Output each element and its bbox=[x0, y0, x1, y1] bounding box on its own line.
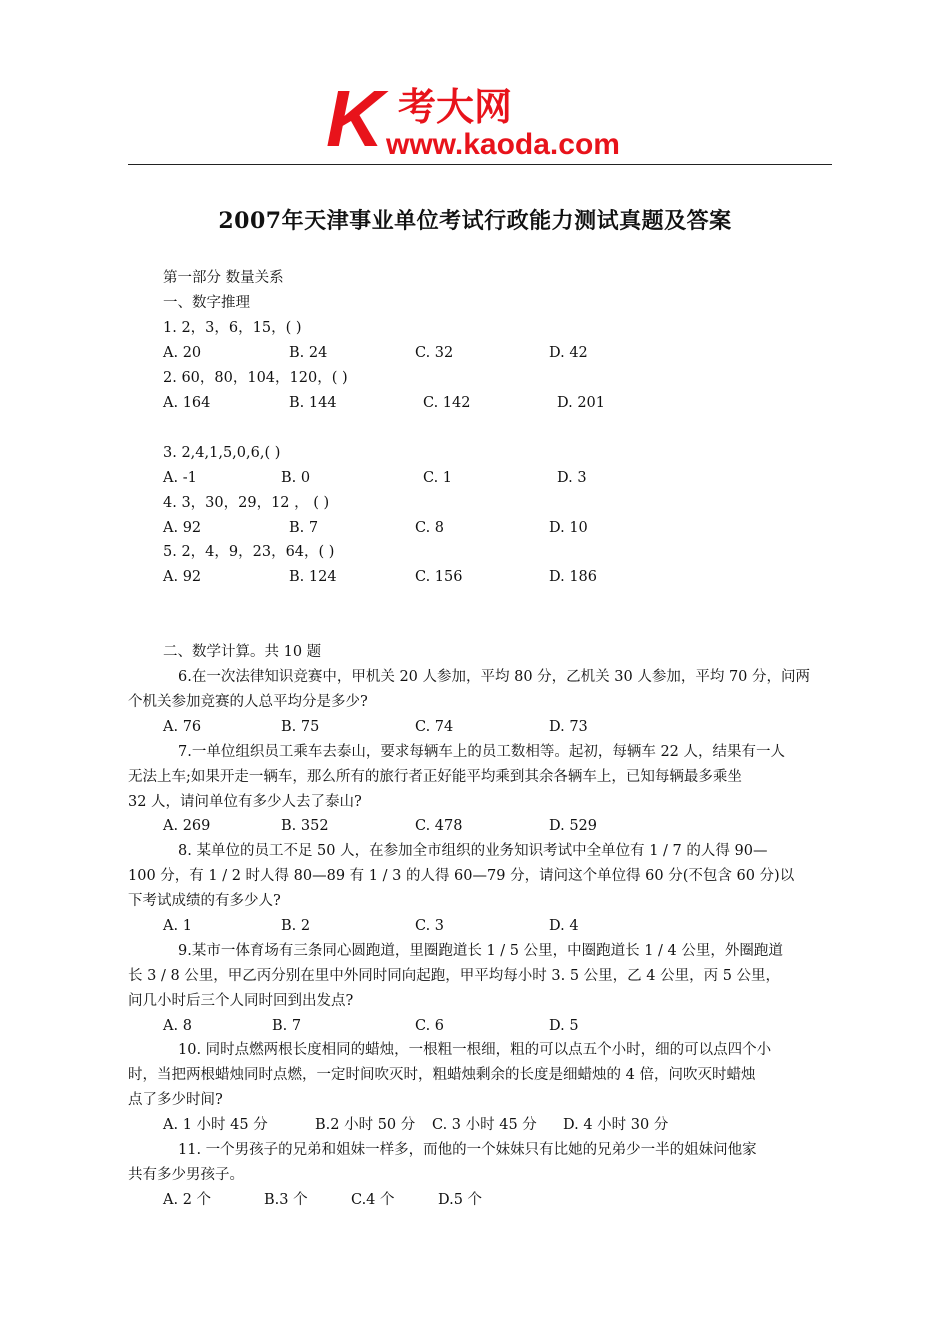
question-7-line-3: 32 人，请问单位有多少人去了泰山? bbox=[128, 794, 362, 810]
question-10-line-1: 10. 同时点燃两根长度相同的蜡烛，一根粗一根细，粗的可以点五个小时，细的可以点四个小 bbox=[178, 1042, 772, 1058]
question-9-line-2: 长 3 / 8 公里，甲乙丙分别在里中外同时同向起跑，甲平均每小时 3. 5 公里，乙 4 公里，丙 5 公里， bbox=[128, 968, 781, 984]
q2-option-c: C. 142 bbox=[423, 395, 471, 411]
q5-option-d: D. 186 bbox=[549, 569, 598, 585]
q3-option-d: D. 3 bbox=[557, 470, 587, 486]
section-heading-2: 二、数学计算。共 10 题 bbox=[163, 644, 322, 660]
q3-option-c: C. 1 bbox=[423, 470, 453, 486]
header-divider bbox=[128, 164, 832, 165]
question-8-line-1: 8. 某单位的员工不足 50 人，在参加全市组织的业务知识考试中全单位有 1 / 7 的人得 90— bbox=[178, 843, 768, 859]
q2-option-a: A. 164 bbox=[163, 395, 211, 411]
q8-option-c: C. 3 bbox=[415, 918, 445, 934]
q6-option-d: D. 73 bbox=[549, 719, 588, 735]
q1-option-d: D. 42 bbox=[549, 345, 588, 361]
q7-option-a: A. 269 bbox=[163, 818, 211, 834]
logo-url: www.kaoda.com bbox=[386, 128, 620, 160]
q11-option-b: B.3 个 bbox=[264, 1192, 308, 1208]
q2-option-d: D. 201 bbox=[557, 395, 606, 411]
q3-option-b: B. 0 bbox=[281, 470, 311, 486]
part-heading: 第一部分 数量关系 bbox=[163, 270, 284, 286]
kaoda-logo bbox=[326, 80, 646, 160]
q10-option-c: C. 3 小时 45 分 bbox=[432, 1117, 537, 1133]
q10-option-b: B.2 小时 50 分 bbox=[315, 1117, 416, 1133]
question-6-line-2: 个机关参加竞赛的人总平均分是多少? bbox=[128, 694, 368, 710]
q4-option-d: D. 10 bbox=[549, 520, 588, 536]
q6-option-b: B. 75 bbox=[281, 719, 320, 735]
q11-option-c: C.4 个 bbox=[351, 1192, 395, 1208]
q7-option-d: D. 529 bbox=[549, 818, 598, 834]
question-10-line-3: 点了多少时间? bbox=[128, 1092, 223, 1108]
q8-option-b: B. 2 bbox=[281, 918, 311, 934]
section-heading: 一、数字推理 bbox=[163, 295, 250, 311]
q9-option-c: C. 6 bbox=[415, 1018, 445, 1034]
q9-option-b: B. 7 bbox=[272, 1018, 302, 1034]
q10-option-d: D. 4 小时 30 分 bbox=[563, 1117, 669, 1133]
q5-option-b: B. 124 bbox=[289, 569, 337, 585]
question-3: 3. 2,4,1,5,0,6,( ) bbox=[163, 445, 281, 461]
q3-option-a: A. -1 bbox=[163, 470, 197, 486]
q11-option-d: D.5 个 bbox=[438, 1192, 483, 1208]
q7-option-b: B. 352 bbox=[281, 818, 329, 834]
question-6-line-1: 6.在一次法律知识竞赛中，甲机关 20 人参加，平均 80 分，乙机关 30 人参加，平均 70 分，问两 bbox=[178, 669, 811, 685]
q9-option-d: D. 5 bbox=[549, 1018, 579, 1034]
question-4: 4. 3，30，29，12 ， ( ) bbox=[163, 495, 330, 511]
q1-option-a: A. 20 bbox=[163, 345, 202, 361]
question-9-line-1: 9.某市一体育场有三条同心圆跑道，里圈跑道长 1 / 5 公里，中圈跑道长 1 / 4 公里，外圈跑道 bbox=[178, 943, 783, 959]
question-11-line-1: 11. 一个男孩子的兄弟和姐妹一样多，而他的一个妹妹只有比她的兄弟少一半的姐妹问他家 bbox=[178, 1142, 757, 1158]
question-11-line-2: 共有多少男孩子。 bbox=[128, 1167, 244, 1183]
question-10-line-2: 时，当把两根蜡烛同时点燃，一定时间吹灭时，粗蜡烛剩余的长度是细蜡烛的 4 倍，问吹灭时蜡烛 bbox=[128, 1067, 756, 1083]
q2-option-b: B. 144 bbox=[289, 395, 337, 411]
q6-option-a: A. 76 bbox=[163, 719, 202, 735]
q1-option-c: C. 32 bbox=[415, 345, 454, 361]
q4-option-c: C. 8 bbox=[415, 520, 445, 536]
q8-option-a: A. 1 bbox=[163, 918, 192, 934]
question-2: 2. 60，80，104，120，( ) bbox=[163, 370, 348, 386]
question-9-line-3: 问几小时后三个人同时回到出发点? bbox=[128, 993, 354, 1009]
question-8-line-3: 下考试成绩的有多少人? bbox=[128, 893, 281, 909]
page-title: 2007年天津事业单位考试行政能力测试真题及答案 bbox=[218, 208, 732, 234]
q7-option-c: C. 478 bbox=[415, 818, 463, 834]
question-7-line-2: 无法上车;如果开走一辆车，那么所有的旅行者正好能平均乘到其余各辆车上，已知每辆最多乘坐 bbox=[128, 769, 742, 785]
q11-option-a: A. 2 个 bbox=[163, 1192, 212, 1208]
question-5: 5. 2，4，9，23，64，( ) bbox=[163, 544, 335, 560]
q1-option-b: B. 24 bbox=[289, 345, 328, 361]
q6-option-c: C. 74 bbox=[415, 719, 454, 735]
q9-option-a: A. 8 bbox=[163, 1018, 192, 1034]
q5-option-a: A. 92 bbox=[163, 569, 202, 585]
logo-cn-name: 考大网 bbox=[398, 85, 513, 129]
q4-option-a: A. 92 bbox=[163, 520, 202, 536]
q8-option-d: D. 4 bbox=[549, 918, 579, 934]
q4-option-b: B. 7 bbox=[289, 520, 319, 536]
question-8-line-2: 100 分，有 1 / 2 时人得 80—89 有 1 / 3 的人得 60—79 分，请问这个单位得 60 分(不包含 60 分)以 bbox=[128, 868, 795, 884]
q5-option-c: C. 156 bbox=[415, 569, 463, 585]
question-1: 1. 2，3，6，15，( ) bbox=[163, 320, 302, 336]
logo-k-letter: K bbox=[326, 80, 384, 160]
q10-option-a: A. 1 小时 45 分 bbox=[163, 1117, 268, 1133]
question-7-line-1: 7.一单位组织员工乘车去泰山，要求每辆车上的员工数相等。起初，每辆车 22 人，结果有一人 bbox=[178, 744, 785, 760]
